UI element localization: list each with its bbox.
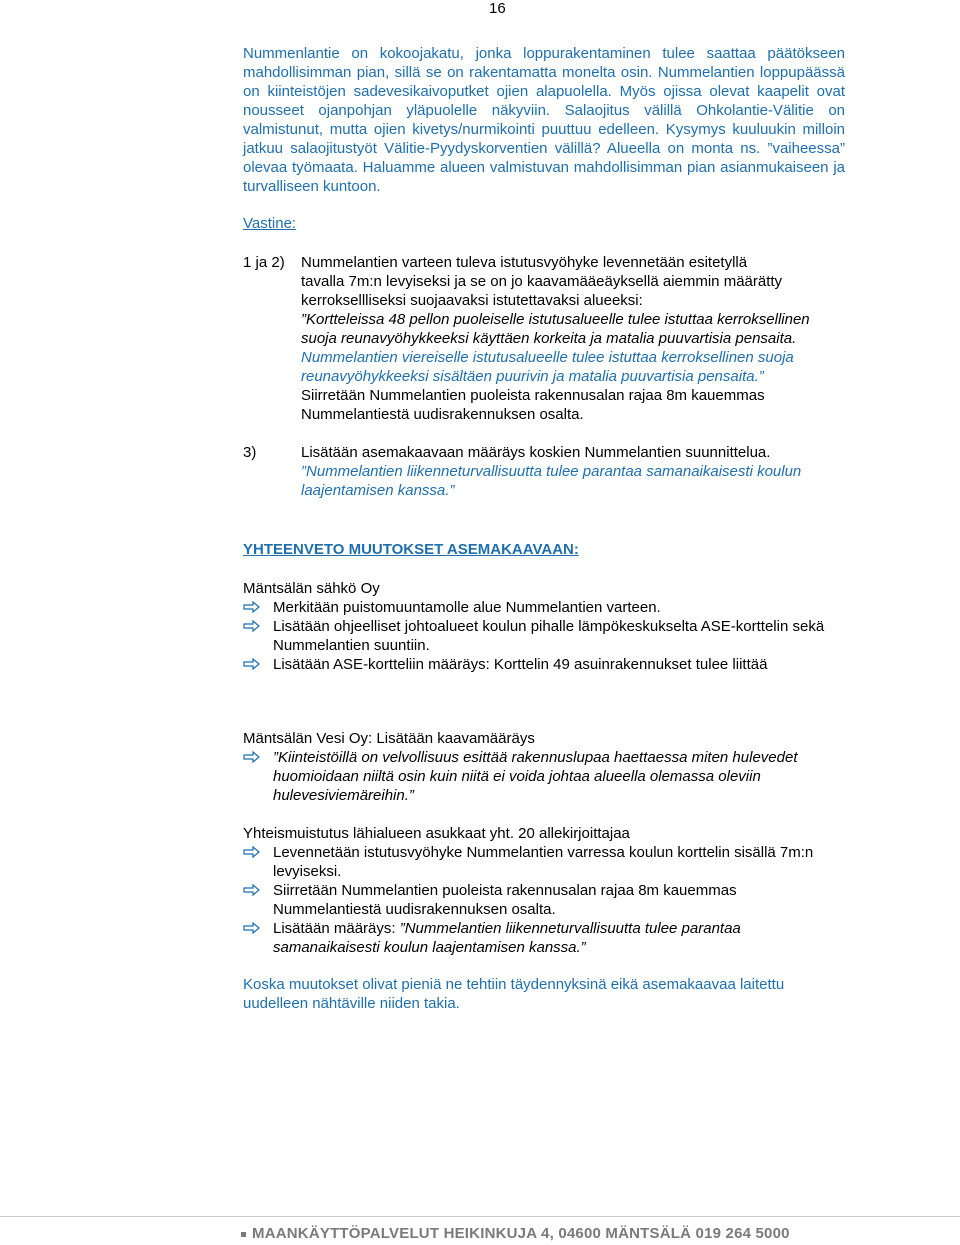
item-3-line-1: Lisätään asemakaavaan määräys koskien Nummelantien suunnittelua. (301, 444, 771, 461)
hollow-right-arrow-icon (243, 751, 261, 763)
item-1-quote-1: ”Kortteleissa 48 pellon puoleiselle istutusalueelle tulee istuttaa kerroksellinen suoja reunavyöhykkeeksi käyttäen korkeita ja matalia puuvartisia pensaita. (301, 311, 810, 347)
section-3-bullet-2-text: Siirretään Nummelantien puoleista rakennusalan rajaa 8m kauemmas Nummelantiestä uudisrakennuksen osalta. (273, 882, 737, 918)
item-1-line-1: Nummelantien varteen tuleva istutusvyöhyke levennetään esitetyllä (301, 254, 748, 271)
section-1-bullet-2-text: Lisätään ohjeelliset johtoalueet koulun pihalle lämpökeskukselta ASE-korttelin sekä Nummelantien suuntiin. (273, 618, 825, 654)
section-1-title: Mäntsälän sähkö Oy (243, 580, 380, 597)
section-2-bullet-text: ”Kiinteistöillä on velvollisuus esittää rakennuslupaa haettaessa miten hulevedet huomioidaan niiltä osin kuin niitä ei voida johtaa alueella olemassa oleviin hulevesiviemäreihin.” (273, 749, 798, 804)
page-number: 16 (489, 0, 506, 17)
item-3-quote: ”Nummelantien liikenneturvallisuutta tulee parantaa samanaikaisesti koulun laajentamisen kanssa.” (301, 463, 802, 499)
footer-text: MAANKÄYTTÖPALVELUT HEIKINKUJA 4, 04600 MÄNTSÄLÄ 019 264 5000 (252, 1225, 790, 1242)
item-1-line-2: tavalla 7m:n levyiseksi ja se on jo kaavamääeäyksellä aiemmin määrätty kerroksellliseksi suojaavaksi istutettavaksi alueeksi: (301, 273, 783, 309)
summary-heading: YHTEENVETO MUUTOKSET ASEMAKAAVAAN: (243, 541, 579, 558)
section-3-bullet-3-text (273, 919, 843, 957)
closing-paragraph: Koska muutokset olivat pieniä ne tehtiin täydennyksinä eikä asemakaavaa laitettu uudelleen nähtäville niiden takia. (243, 976, 785, 1012)
item-1-quote-2: Nummelantien viereiselle istutusalueelle tulee istuttaa kerroksellinen suoja reunavyöhykkeeksi sisältäen puurivin ja matalia puuvartisia pensaita.” (301, 349, 794, 385)
hollow-right-arrow-icon (243, 846, 261, 858)
item-1-body (301, 253, 846, 424)
item-3-body (301, 443, 861, 500)
footer (241, 1225, 790, 1242)
section-3-bullet-1-text: Levennetään istutusvyöhyke Nummelantien varressa koulun korttelin sisällä 7m:n levyiseksi. (273, 844, 814, 880)
vastine-label: Vastine: (243, 215, 297, 232)
hollow-right-arrow-icon (243, 884, 261, 896)
footer-divider (0, 1216, 960, 1217)
item-1-number: 1 ja 2) (243, 254, 285, 271)
section-3-bullet-3-prefix: Lisätään määräys: (273, 920, 400, 937)
section-1-bullet-3-text: Lisätään ASE-kortteliin määräys: Korttelin 49 asuinrakennukset tulee liittää (273, 656, 768, 673)
hollow-right-arrow-icon (243, 601, 261, 613)
section-1-bullet-1-text: Merkitään puistomuuntamolle alue Nummelantien varteen. (273, 599, 661, 616)
section-2-title: Mäntsälän Vesi Oy: Lisätään kaavamääräys (243, 730, 535, 747)
hollow-right-arrow-icon (243, 620, 261, 632)
hollow-right-arrow-icon (243, 658, 261, 670)
item-1-line-3: Siirretään Nummelantien puoleista rakennusalan rajaa 8m kauemmas Nummelantiestä uudisrakennuksen osalta. (301, 387, 765, 423)
footer-square-icon (241, 1232, 246, 1237)
hollow-right-arrow-icon (243, 922, 261, 934)
item-3-number: 3) (243, 444, 257, 461)
section-3-bullet-3-quote: ”Nummelantien liikenneturvallisuutta tulee parantaa samanaikaisesti koulun laajentamisen kanssa.” (273, 920, 741, 956)
section-3-title: Yhteismuistutus lähialueen asukkaat yht. 20 allekirjoittajaa (243, 825, 630, 842)
intro-paragraph: Nummenlantie on kokoojakatu, jonka loppurakentaminen tulee saattaa päätökseen mahdollisimman pian, sillä se on rakentamatta monelta osin. Nummelantien loppupäässä on kiinteistöjen sadevesikaivoputket ojien alapuolella. Myös ojissa olevat kaapelit ovat nousseet ojanpohjan yläpuolelle näkyviin. Salaojitus välillä Ohkolantie-Välitie on valmistunut, mutta ojien kivetys/nurmikointi puuttuu edelleen. Kysymys kuuluukin milloin jatkuu salaojitustyöt Välitie-Pyydyskorventien välillä? Alueella on monta ns. ”vaiheessa” olevaa työmaata. Haluamme alueen valmistuvan mahdollisimman pian asianmukaiseen ja turvalliseen kuntoon. (243, 45, 845, 195)
